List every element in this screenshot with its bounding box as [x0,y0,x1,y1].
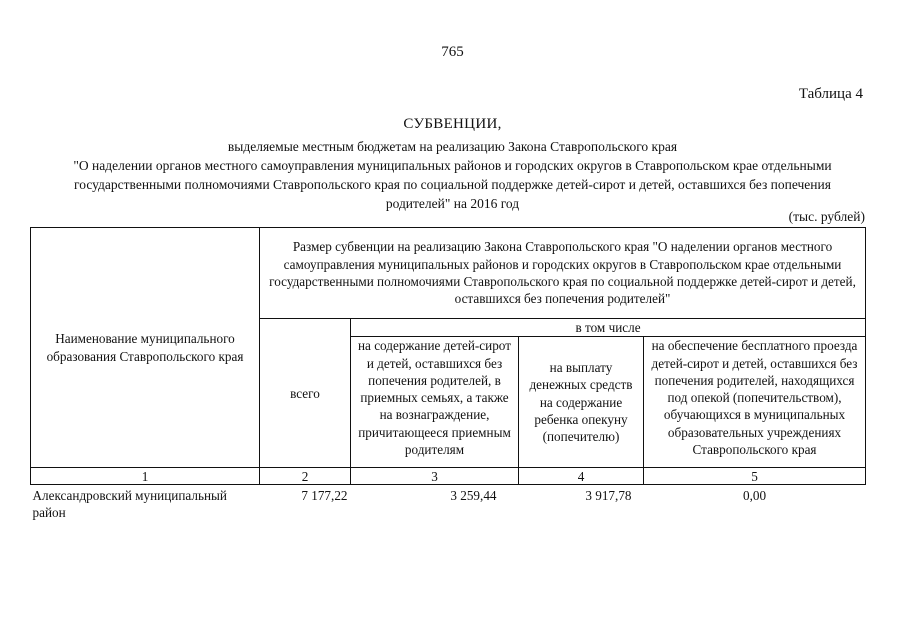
subventions-table [30,227,866,521]
subtitle-line: государственными полномочиями Ставропольского края по социальной поддержке детей-сирот и детей, оставшихся без попечения [74,177,831,192]
table-header-row [31,228,866,319]
column-number: 4 [519,468,644,485]
free-travel-header: на обеспечение бесплатного проезда детей-сирот и детей, оставшихся без попечения родителей, находящихся под опекой (попечительством), обучающихся в муниципальных образовательных учреждениях Ставропольского края [644,337,866,468]
municipality-name: Александровский муниципальный район [32,488,227,521]
column-numbers-row [31,468,866,485]
guardian-payment-header: на выплату денежных средств на содержание ребенка опекуну (попечителю) [519,337,644,468]
column-number: 3 [351,468,519,485]
including-header: в том числе [351,319,866,337]
document-subtitle [40,137,865,213]
guardian-payment-value: 3 917,78 [585,488,632,504]
document-heading: СУБВЕНЦИИ, [403,116,502,132]
free-travel-value: 0,00 [742,488,767,504]
table-row [31,485,866,522]
foster-families-header: на содержание детей-сирот и детей, оставшихся без попечения родителей, в приемных семьях, а также на вознаграждение, причитающееся приемным родителям [351,337,519,468]
table-label: Таблица 4 [798,86,863,102]
subtitle-line: выделяемые местным бюджетам на реализацию Закона Ставропольского края [227,139,678,154]
total-header: всего [260,319,351,468]
column-number: 1 [31,468,260,485]
units-note: (тыс. рублей) [788,209,865,224]
subtitle-line: "О наделении органов местного самоуправления муниципальных районов и городских округов в Ставропольском крае отдельными [73,158,832,173]
subvention-size-header: Размер субвенции на реализацию Закона Ставропольского края "О наделении органов местного самоуправления муниципальных районов и городских округов в Ставропольском крае отдельными государственными полномочиями Ставропольского края по социальной поддержке детей-сирот и детей, оставшихся без попечения родителей" [260,228,866,319]
page-number: 765 [441,44,464,60]
total-value: 7 177,22 [301,488,348,504]
foster-families-value: 3 259,44 [450,488,497,504]
column-number: 2 [260,468,351,485]
municipality-name-header: Наименование муниципального образования Ставропольского края [31,228,260,468]
column-number: 5 [644,468,866,485]
subtitle-line: родителей" на 2016 год [385,196,520,211]
